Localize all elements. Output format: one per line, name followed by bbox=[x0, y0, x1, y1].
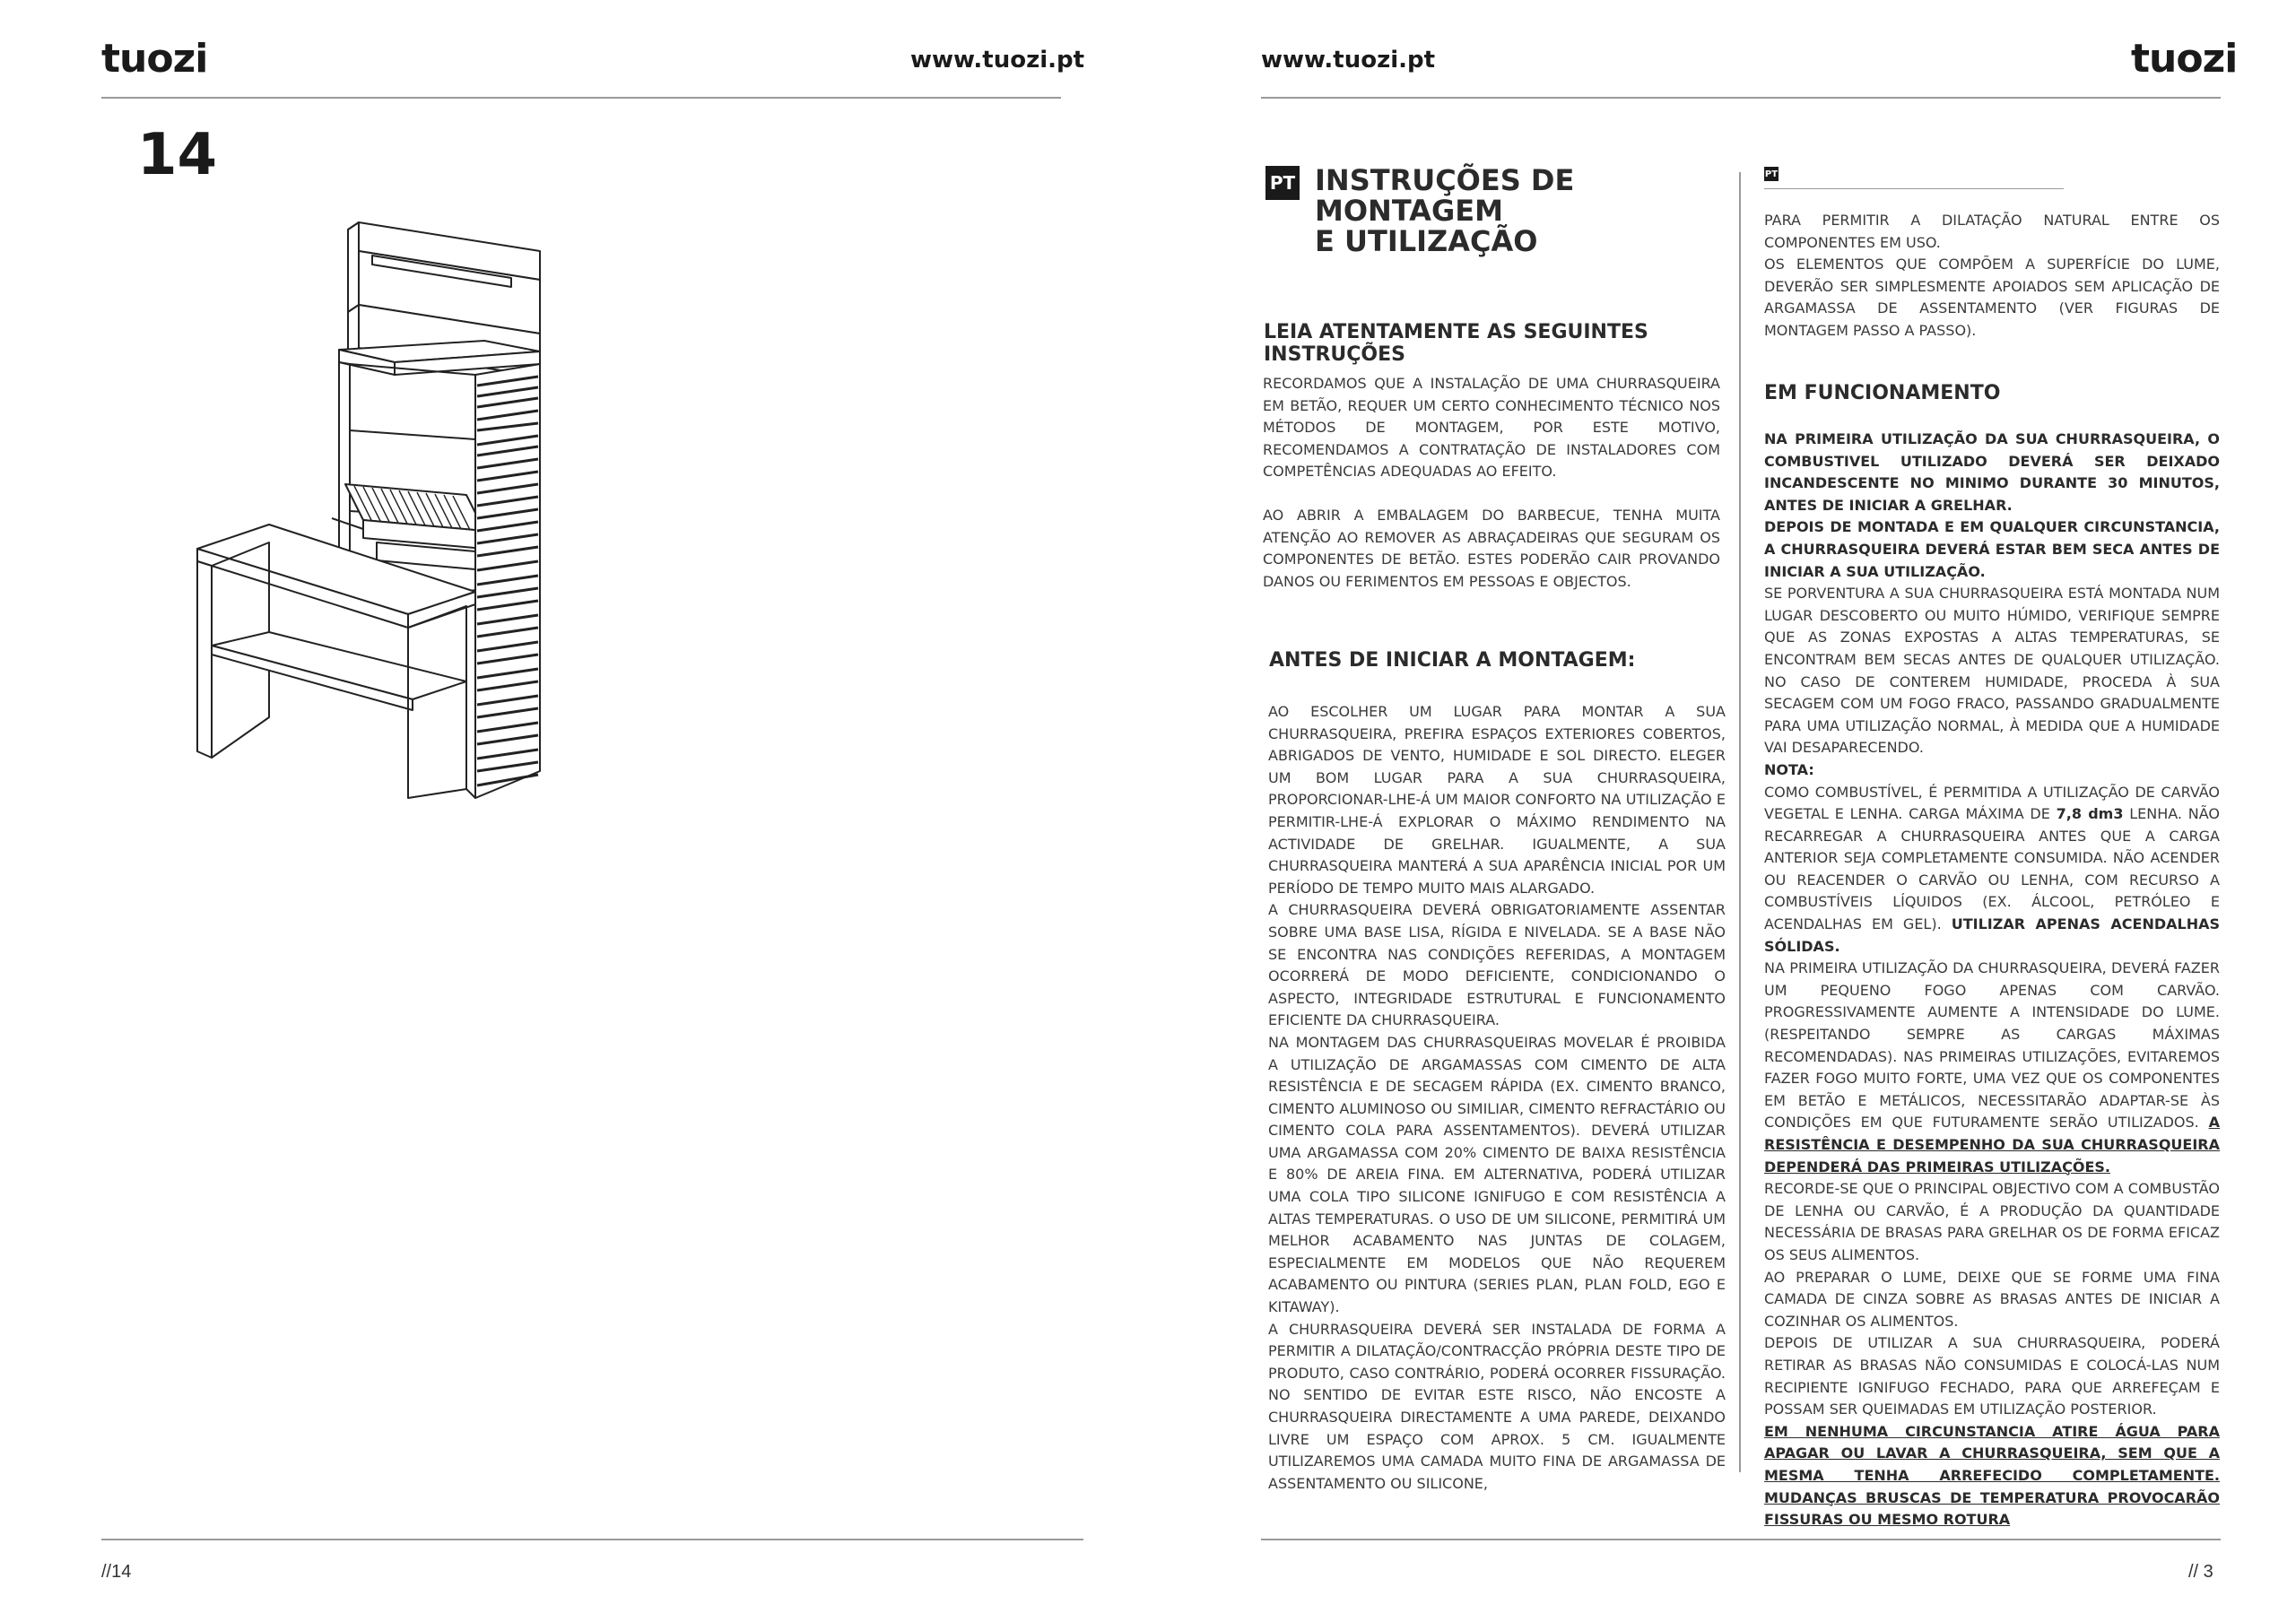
section-heading-before-assembly: ANTES DE INICIAR A MONTAGEM: bbox=[1269, 649, 1636, 672]
paragraph: AO ESCOLHER UM LUGAR PARA MONTAR A SUA CHURRASQUEIRA, PREFIRA ESPAÇOS EXTERIORES COBERTOS, ABRIGADOS DE VENTO, HUMIDADE E SOL DIRECTO. ELEGER UM BOM LUGAR PARA A SUA CHURRASQUEIRA, PROPORCIONAR-LHE-Á UM MAIOR CONFORTO NA UTILIZAÇÃO E PERMITIR-LHE-Á EXPLORAR O MÁXIMO RENDIMENTO NA ACTIVIDADE DE GRELHAR. IGUALMENTE, A SUA CHURRASQUEIRA MANTERÁ A SUA APARÊNCIA INICIAL POR UM PERÍODO DE TEMPO MUITO MAIS ALARGADO. bbox=[1268, 703, 1726, 897]
paragraph bbox=[1764, 958, 2220, 1178]
text-column-1a bbox=[1263, 373, 1720, 593]
warning-paragraph: EM NENHUMA CIRCUNSTANCIA ATIRE ÁGUA PARA APAGAR OU LAVAR A CHURRASQUEIRA, SEM QUE A MESMA TENHA ARREFECIDO COMPLETAMENTE. MUDANÇAS BRUSCAS DE TEMPERATURA PROVOCARÃO FISSURAS OU MESMO ROTURA bbox=[1764, 1422, 2220, 1529]
brand-logo: tuozi bbox=[101, 36, 208, 82]
website-url[interactable]: www.tuozi.pt bbox=[1261, 47, 1436, 74]
footer-page-number: //14 bbox=[101, 1562, 132, 1582]
bold-paragraph: DEPOIS DE MONTADA E EM QUALQUER CIRCUNSTANCIA, A CHURRASQUEIRA DEVERÁ ESTAR BEM SECA ANTES DE INICIAR A SUA UTILIZAÇÃO. bbox=[1764, 518, 2220, 580]
underlined-text-span: A RESISTÊNCIA E DESEMPENHO DA SUA CHURRASQUEIRA DEPENDERÁ DAS PRIMEIRAS UTILIZAÇÕES. bbox=[1764, 1114, 2220, 1175]
paragraph: AO PREPARAR O LUME, DEIXE QUE SE FORME UMA FINA CAMADA DE CINZA SOBRE AS BRASAS ANTES DE INICIAR A COZINHAR OS ALIMENTOS. bbox=[1764, 1268, 2220, 1330]
paragraph: RECORDE-SE QUE O PRINCIPAL OBJECTIVO COM A COMBUSTÃO DE LENHA OU CARVÃO, É A PRODUÇÃO DA QUANTIDADE NECESSÁRIA DE BRASAS PARA GRELHAR OS DE FORMA EFICAZ OS SEUS ALIMENTOS. bbox=[1764, 1180, 2220, 1263]
page-title-line1: INSTRUÇÕES DE MONTAGEM bbox=[1315, 163, 1575, 228]
max-load-value: 7,8 dm3 bbox=[2056, 805, 2124, 823]
bold-text-span: UTILIZAR APENAS ACENDALHAS SÓLIDAS. bbox=[1764, 915, 2221, 955]
header-rule bbox=[1261, 97, 2221, 99]
paragraph: NA MONTAGEM DAS CHURRASQUEIRAS MOVELAR É PROIBIDA A UTILIZAÇÃO DE ARGAMASSAS COM CIMENTO DE ALTA RESISTÊNCIA E DE SECAGEM RÁPIDA (EX. CIMENTO BRANCO, CIMENTO ALUMINOSO OU SIMILIAR, CIMENTO REFRACTÁRIO OU CIMENTO COLA PARA ASSENTAMENTOS). DEVERÁ UTILIZAR UMA ARGAMASSA COM 20% CIMENTO DE BAIXA RESISTÊNCIA E 80% DE AREIA FINA. EM ALTERNATIVA, PODERÁ UTILIZAR UMA COLA TIPO SILICONE IGNIFUGO E COM RESISTÊNCIA A ALTAS TEMPERATURAS. O USO DE UM SILICONE, PERMITIRÁ UM MELHOR ACABAMENTO NAS JUNTAS DE COLAGEM, ESPECIALMENTE EM MODELOS QUE NÃO REQUEREM ACABAMENTO OU PINTURA (SERIES PLAN, PLAN FOLD, EGO E KITAWAY). bbox=[1268, 1033, 1726, 1316]
footer-rule bbox=[101, 1539, 1083, 1540]
language-badge: PT bbox=[1265, 166, 1300, 200]
paragraph: OS ELEMENTOS QUE COMPÕEM A SUPERFÍCIE DO LUME, DEVERÃO SER SIMPLESMENTE APOIADOS SEM APLICAÇÃO DE ARGAMASSA DE ASSENTAMENTO (VER FIGURAS DE MONTAGEM PASSO A PASSO). bbox=[1764, 256, 2220, 339]
column-divider bbox=[1739, 172, 1741, 1472]
page-title bbox=[1315, 165, 1745, 256]
column-rule bbox=[1764, 188, 2064, 189]
text-column-2a bbox=[1764, 210, 2220, 343]
paragraph: DEPOIS DE UTILIZAR A SUA CHURRASQUEIRA, PODERÁ RETIRAR AS BRASAS NÃO CONSUMIDAS E COLOCÁ-LAS NUM RECIPIENTE IGNIFUGO FECHADO, PARA QUE ARREFEÇAM E POSSAM SER QUEIMADAS EM UTILIZAÇÃO POSTERIOR. bbox=[1764, 1334, 2220, 1418]
footer-page-number: // 3 bbox=[2188, 1562, 2213, 1582]
section-heading-in-operation: EM FUNCIONAMENTO bbox=[1764, 382, 2001, 404]
text-column-2b bbox=[1764, 429, 2220, 1531]
paragraph: SE PORVENTURA A SUA CHURRASQUEIRA ESTÁ MONTADA NUM LUGAR DESCOBERTO OU MUITO HÚMIDO, VERIFIQUE SEMPRE QUE AS ZONAS EXPOSTAS A ALTAS TEMPERATURAS, SE ENCONTRAM BEM SECAS ANTES DE QUALQUER UTILIZAÇÃO. NO CASO DE CONTEREM HUMIDADE, PROCEDA À SUA SECAGEM COM UM FOGO FRACO, PASSANDO GRADUALMENTE PARA UMA UTILIZAÇÃO NORMAL, À MEDIDA QUE A HUMIDADE VAI DESAPARECENDO. bbox=[1764, 585, 2220, 757]
section-heading-read-instructions: LEIA ATENTAMENTE AS SEGUINTES INSTRUÇÕES bbox=[1264, 321, 1648, 366]
page-title-line2: E UTILIZAÇÃO bbox=[1315, 224, 1538, 258]
website-url[interactable]: www.tuozi.pt bbox=[910, 47, 1085, 74]
footer-rule bbox=[1261, 1539, 2221, 1540]
paragraph: AO ABRIR A EMBALAGEM DO BARBECUE, TENHA MUITA ATENÇÃO AO REMOVER AS ABRAÇADEIRAS QUE SEGURAM OS COMPONENTES DE BETÃO. ESTES PODERÃO CAIR PROVANDO DANOS OU FERIMENTOS EM PESSOAS E OBJECTOS. bbox=[1263, 506, 1720, 590]
paragraph: RECORDAMOS QUE A INSTALAÇÃO DE UMA CHURRASQUEIRA EM BETÃO, REQUER UM CERTO CONHECIMENTO TÉCNICO NOS MÉTODOS DE MONTAGEM, POR ESTE MOTIVO, RECOMENDAMOS A CONTRATAÇÃO DE INSTALADORES COM COMPETÊNCIAS ADEQUADAS AO EFEITO. bbox=[1263, 375, 1720, 481]
language-badge-small: PT bbox=[1764, 167, 1779, 181]
text-span: LENHA. NÃO RECARREGAR A CHURRASQUEIRA ANTES QUE A CARGA ANTERIOR SEJA COMPLETAMENTE CONSUMIDA. NÃO ACENDER OU REACENDER O CARVÃO OU LENHA, COM RECURSO A COMBUSTÍVEIS LÍQUIDOS (EX. ÁLCOOL, PETRÓLEO E ACENDALHAS EM GEL). bbox=[1764, 805, 2221, 933]
brand-logo: tuozi bbox=[2131, 36, 2238, 82]
paragraph: A CHURRASQUEIRA DEVERÁ SER INSTALADA DE FORMA A PERMITIR A DILATAÇÃO/CONTRACÇÃO PRÓPRIA DESTE TIPO DE PRODUTO, CASO CONTRÁRIO, PODERÁ OCORRER FISSURAÇÃO. NO SENTIDO DE EVITAR ESTE RISCO, NÃO ENCOSTE A CHURRASQUEIRA DIRECTAMENTE A UMA PAREDE, DEIXANDO LIVRE UM ESPAÇO COM APROX. 5 CM. IGUALMENTE UTILIZAREMOS UMA CAMADA MUITO FINA DE ARGAMASSA DE ASSENTAMENTO OU SILICONE, bbox=[1268, 1320, 1726, 1492]
text-column-1b bbox=[1268, 701, 1726, 1495]
page-number-large: 14 bbox=[137, 122, 218, 188]
bold-paragraph: NA PRIMEIRA UTILIZAÇÃO DA SUA CHURRASQUEIRA, O COMBUSTIVEL UTILIZADO DEVERÁ SER DEIXADO INCANDESCENTE NO MINIMO DURANTE 30 MINUTOS, ANTES DE INICIAR A GRELHAR. bbox=[1764, 430, 2220, 514]
paragraph bbox=[1764, 782, 2220, 958]
text-span: NA PRIMEIRA UTILIZAÇÃO DA CHURRASQUEIRA, DEVERÁ FAZER UM PEQUENO FOGO APENAS COM CARVÃO. PROGRESSIVAMENTE AUMENTE A INTENSIDADE DO LUME. (RESPEITANDO SEMPRE AS CARGAS MÁXIMAS RECOMENDADAS). NAS PRIMEIRAS UTILIZAÇÕES, EVITAREMOS FAZER FOGO MUITO FORTE, UMA VEZ QUE OS COMPONENTES EM BETÃO E METÁLICOS, NECESSITARÃO ADAPTAR-SE ÀS CONDIÇÕES EM QUE FUTURAMENTE SERÃO UTILIZADOS. bbox=[1764, 959, 2220, 1132]
header-rule bbox=[101, 97, 1061, 99]
text-span: COMO COMBUSTÍVEL, É PERMITIDA A UTILIZAÇÃO DE CARVÃO VEGETAL E LENHA. CARGA MÁXIMA DE bbox=[1764, 783, 2220, 823]
paragraph: PARA PERMITIR A DILATAÇÃO NATURAL ENTRE OS COMPONENTES EM USO. bbox=[1764, 212, 2220, 251]
note-label: NOTA: bbox=[1764, 760, 1814, 778]
barbecue-illustration bbox=[188, 215, 547, 816]
paragraph: A CHURRASQUEIRA DEVERÁ OBRIGATORIAMENTE ASSENTAR SOBRE UMA BASE LISA, RÍGIDA E NIVELADA. SE A BASE NÃO SE ENCONTRA NAS CONDIÇÕES REFERIDAS, A MONTAGEM OCORRERÁ DE MODO DEFICIENTE, CONDICIONANDO O ASPECTO, INTEGRIDADE ESTRUTURAL E FUNCIONAMENTO EFICIENTE DA CHURRASQUEIRA. bbox=[1268, 901, 1726, 1029]
